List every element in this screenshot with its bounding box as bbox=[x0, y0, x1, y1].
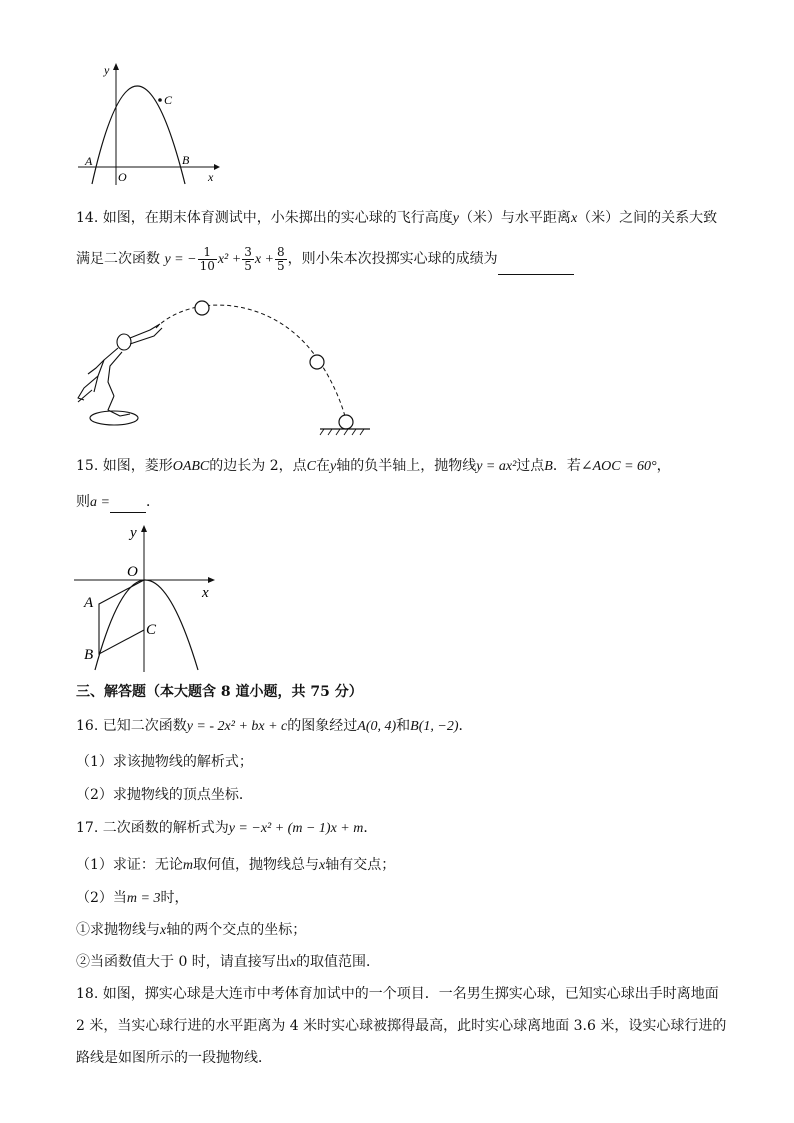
q18-line2: 2 米，当实心球行进的水平距离为 4 米时实心球被掷得最高，此时实心球离地面 3.6 米，设实心球行进的 bbox=[76, 1018, 727, 1034]
q18-line1: 18. 如图，掷实心球是大连市中考体育加试中的一个项目．一名男生掷实心球，已知实心球出手时离地面 bbox=[76, 986, 719, 1002]
label-y: y bbox=[104, 63, 110, 77]
figure-q13-parabola bbox=[74, 60, 224, 190]
q16-sub2: （2）求抛物线的顶点坐标． bbox=[76, 787, 253, 803]
label-c: C bbox=[146, 622, 157, 638]
q14-text-a: 14. 如图，在期末体育测试中，小朱掷出的实心球的飞行高度 bbox=[76, 210, 453, 226]
q14-line2 bbox=[76, 244, 574, 275]
q17-sub2-b: 时， bbox=[160, 890, 189, 906]
figure-q14-shot-put bbox=[74, 296, 374, 438]
q17-sub2-a: （2）当 bbox=[76, 890, 127, 906]
label-o: O bbox=[127, 564, 138, 580]
q16-equation: y = - 2x² + bx + c bbox=[186, 719, 288, 734]
q17-sub2 bbox=[76, 888, 188, 909]
q17-circle1 bbox=[76, 920, 306, 941]
label-a: A bbox=[85, 154, 93, 168]
q18-line3: 路线是如图所示的一段抛物线． bbox=[76, 1050, 272, 1066]
x-axis-arrow-icon bbox=[208, 577, 215, 583]
q14-var-x: x bbox=[570, 211, 578, 226]
q17-line1 bbox=[76, 818, 377, 839]
q15-text-b: 的边长为 2，点 bbox=[209, 458, 307, 474]
q15-point-b: B bbox=[544, 459, 553, 474]
q14-eq-lhs: y = − bbox=[164, 252, 197, 267]
q16-point-b: B(1, −2) bbox=[410, 719, 459, 734]
q15-angle: AOC = 60° bbox=[592, 459, 657, 474]
q15-rhombus-name: OABC bbox=[172, 459, 210, 474]
q17-circle2 bbox=[76, 952, 380, 973]
q14-text-b: （米）与水平距离 bbox=[458, 210, 571, 226]
q17-var-m: m bbox=[182, 858, 194, 873]
q16-point-a: A(0, 4) bbox=[357, 719, 397, 734]
ground-hatch bbox=[320, 429, 364, 435]
q17-c1-x: x bbox=[160, 923, 167, 938]
frac-den: 5 bbox=[244, 258, 252, 273]
q15-parabola-eq: y = ax² bbox=[476, 459, 517, 474]
label-o: O bbox=[118, 170, 127, 184]
q14-term2: x + bbox=[254, 252, 275, 267]
q15-text-h: 则 bbox=[76, 494, 90, 510]
q14-text-c: （米）之间的关系大致 bbox=[577, 210, 718, 226]
ball-middle bbox=[310, 355, 324, 369]
label-a: A bbox=[84, 595, 94, 611]
q14-text-d: 满足二次函数 bbox=[76, 251, 160, 267]
y-axis-arrow-icon bbox=[113, 63, 119, 70]
q16-text-and: 和 bbox=[396, 718, 411, 734]
q14-line1 bbox=[76, 208, 717, 229]
section-three-heading: 三、解答题（本大题含 8 道小题，共 75 分） bbox=[76, 684, 363, 700]
q15-axis-y: y bbox=[329, 459, 337, 474]
q17-var-x: x bbox=[319, 858, 326, 873]
q15-var-a: a = bbox=[90, 495, 110, 510]
q15-text-e: 过点 bbox=[516, 458, 545, 474]
q17-sub1-c: 轴有交点； bbox=[325, 857, 396, 873]
q16-sub1: （1）求该抛物线的解析式； bbox=[76, 754, 253, 770]
q17-text-a: 17. 二次函数的解析式为 bbox=[76, 820, 229, 836]
q14-fraction-3 bbox=[275, 246, 287, 273]
q17-equation: y = −x² + (m − 1)x + m bbox=[228, 821, 364, 836]
q15-text-i: ． bbox=[145, 494, 160, 510]
label-b: B bbox=[84, 647, 94, 663]
q17-sub1-a: （1）求证：无论 bbox=[76, 857, 183, 873]
q15-text-g: ， bbox=[656, 458, 671, 474]
q14-answer-blank[interactable] bbox=[498, 244, 574, 275]
q15-text-f: ．若∠ bbox=[552, 458, 593, 474]
y-axis-arrow-icon bbox=[141, 525, 147, 532]
q15-answer-blank[interactable] bbox=[110, 492, 146, 513]
q17-sub2-eq: m = 3 bbox=[126, 891, 161, 906]
q15-point-c: C bbox=[306, 459, 316, 474]
figure-q15-rhombus bbox=[74, 520, 224, 672]
x-axis-arrow-icon bbox=[214, 164, 220, 170]
label-x: x bbox=[208, 170, 214, 184]
q16-text-a: 16. 已知二次函数 bbox=[76, 718, 187, 734]
q15-text-a: 15. 如图，菱形 bbox=[76, 458, 173, 474]
rhombus-oabc bbox=[99, 580, 144, 654]
ball-top bbox=[195, 301, 209, 315]
thrower-figure bbox=[78, 324, 162, 425]
label-b: B bbox=[182, 153, 190, 167]
q16-text-end: ． bbox=[458, 718, 473, 734]
q16-text-b: 的图象经过 bbox=[287, 718, 358, 734]
q17-c2-x: x bbox=[289, 955, 297, 970]
q17-c2-a: ②当函数值大于 0 时，请直接写出 bbox=[76, 954, 290, 970]
ball-landing bbox=[339, 415, 353, 429]
frac-num: 8 bbox=[277, 244, 285, 259]
q15-line1 bbox=[76, 456, 671, 477]
frac-num: 3 bbox=[244, 244, 252, 259]
q14-text-e: ，则小朱本次投掷实心球的成绩为 bbox=[287, 251, 498, 267]
q14-fraction-1 bbox=[198, 246, 217, 273]
q17-c1-a: ①求抛物线与 bbox=[76, 922, 160, 938]
q17-text-end: ． bbox=[363, 820, 378, 836]
label-x: x bbox=[202, 585, 209, 601]
q14-var-y: y bbox=[452, 211, 459, 226]
q17-sub1-b: 取何值，抛物线总与 bbox=[193, 857, 320, 873]
q15-text-d: 轴的负半轴上，抛物线 bbox=[336, 458, 477, 474]
frac-den: 10 bbox=[199, 258, 215, 273]
q17-c2-b: 的取值范围． bbox=[296, 954, 381, 970]
q16-line1 bbox=[76, 716, 473, 737]
q17-sub1 bbox=[76, 855, 395, 876]
label-c: C bbox=[164, 93, 173, 107]
q15-text-c: 在 bbox=[315, 458, 330, 474]
point-c-dot bbox=[158, 98, 162, 102]
q15-line2 bbox=[76, 492, 160, 513]
q17-c1-b: 轴的两个交点的坐标； bbox=[166, 922, 307, 938]
q14-fraction-2 bbox=[242, 246, 254, 273]
frac-num: 1 bbox=[198, 246, 217, 260]
q14-term1: x² + bbox=[217, 252, 242, 267]
label-y: y bbox=[130, 525, 137, 541]
frac-den: 5 bbox=[277, 258, 285, 273]
